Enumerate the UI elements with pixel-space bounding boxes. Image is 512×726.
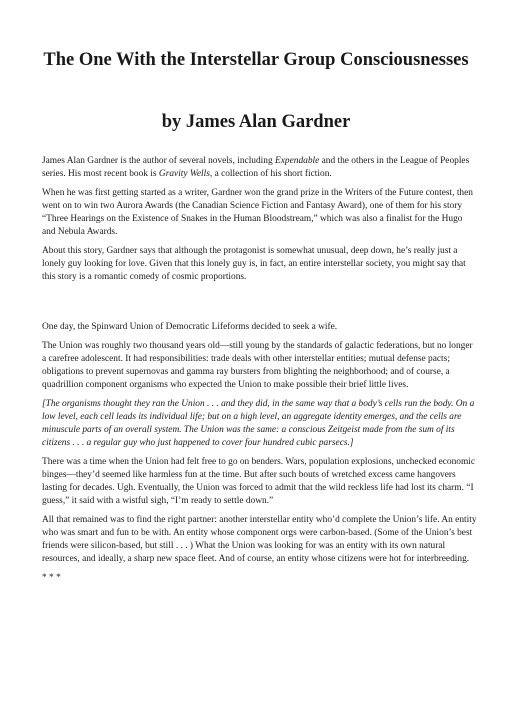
document-body: [42, 155, 478, 591]
book-title-expendable: Expendable: [275, 156, 320, 166]
story-paragraph-5: All that remained was to find the right partner: another interstellar entity who’d complete the Union’s life. An entity who was smart and fun to be with. An entity whose component orgs were carbon-based. (Some of the Union’s best friends were silicon-based, but still . . . ) What the Union was looking for was an entity with its own natural resources, and ideally, a sharp new space fleet. And of course, an entity whose citizens were hot for interbreeding.: [42, 515, 477, 564]
story-paragraph-3-italic: [The organisms thought they ran the Union . . . and they did, in the same way that a body’s cells run the body. On a low level, each cell leads its individual life; but on a high level, an aggregate identity emerges, and the cells are minuscule parts of an overall system. The Union was the same: a conscious Zeitgeist made from the sum of its citizens . . . a regular guy who just happened to cover four hundred cubic parsecs.]: [42, 399, 475, 448]
story-author: by James Alan Gardner: [161, 112, 351, 132]
intro-text: , a collection of his short fiction.: [209, 169, 332, 179]
intro-paragraph-3: About this story, Gardner says that although the protagonist is somewhat unusual, deep down, he’s really just a lonely guy looking for love. Given that this lonely guy is, in fact, an entire interstellar society, you might say that this story is a romantic comedy of cosmic proportions.: [42, 246, 466, 282]
intro-paragraph-1: [42, 155, 478, 181]
story-paragraph-2: The Union was roughly two thousand years old—still young by the standards of galactic federations, but no longer a carefree adolescent. It had responsibilities: trade deals with other interstellar entities; mutual defense pacts; obligations to prevent supernovas and gamma ray bursters from blighting the neighborhood; and of course, a quadrillion component organisms who expected the Union to make possible their brief little lives.: [42, 341, 473, 390]
story-paragraph-1: One day, the Spinward Union of Democratic Lifeforms decided to seek a wife.: [42, 322, 338, 332]
intro-text: and the others in the League of Peoples series. His most recent book is: [42, 156, 470, 179]
story-paragraph-4: There was a time when the Union had felt free to go on benders. Wars, population explosions, unchecked economic binges—they’d seemed like harmless fun at the time. But after such bouts of wretched excess came hangovers lasting for decades. Ugh. Eventually, the Union was forced to admit that the wild reckless life had lost its charm. “I guess,” it said with a wistful sigh, “I’m ready to settle down.”: [42, 457, 476, 506]
book-title-gravity-wells: Gravity Wells: [158, 169, 210, 179]
story-title: The One With the Interstellar Group Consciousnesses: [43, 50, 469, 70]
intro-paragraph-2: When he was first getting started as a writer, Gardner won the grand prize in the Writers of the Future contest, then went on to win two Aurora Awards (the Canadian Science Fiction and Fantasy Award), one of them for his story “Three Hearings on the Existence of Snakes in the Human Bloodstream,” which was also a finalist for the Hugo and Nebula Awards.: [42, 188, 473, 237]
intro-text: James Alan Gardner is the author of several novels, including: [42, 156, 276, 166]
section-separator: * * *: [42, 573, 61, 583]
